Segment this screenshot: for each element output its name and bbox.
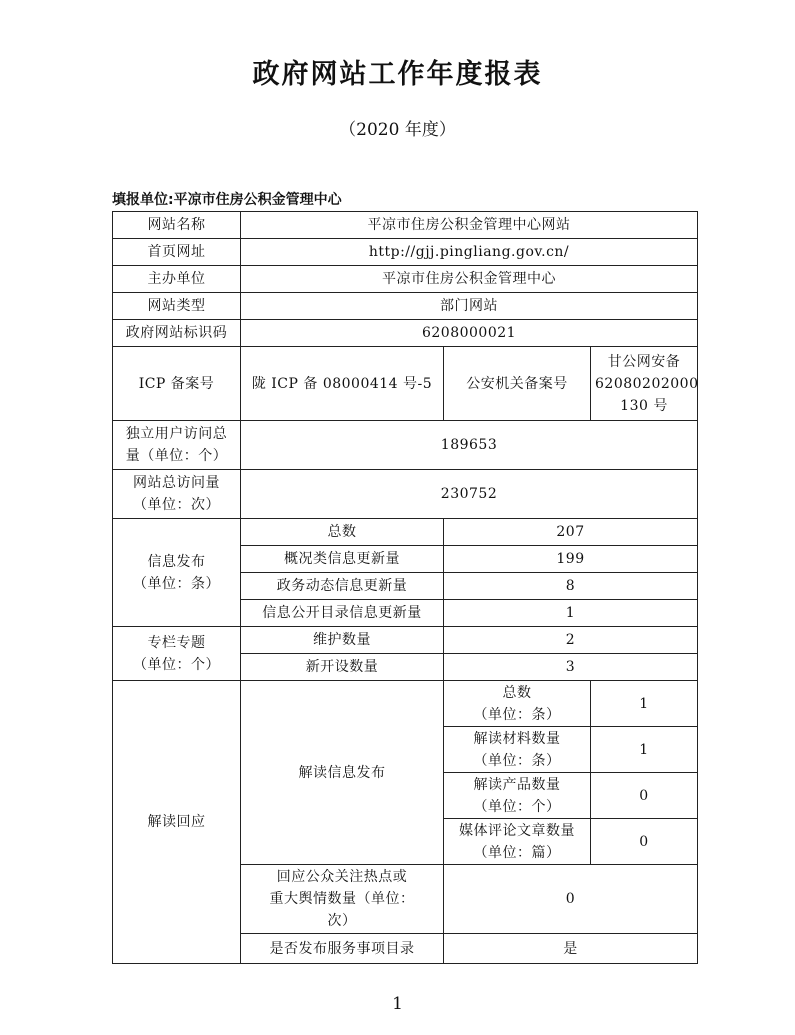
label-line: 网站总访问量 [133, 475, 220, 491]
interpretation-item-label [444, 773, 591, 819]
site-name-value: 平凉市住房公积金管理中心网站 [241, 212, 698, 239]
label-line: （单位：个） [133, 656, 220, 673]
police-record-value [591, 347, 698, 421]
label-line: （单位：条） [473, 752, 561, 769]
interpretation-item-label [444, 681, 591, 727]
column-topics-item-value: 2 [444, 627, 698, 654]
table-row [113, 519, 698, 546]
page-title: 政府网站工作年度报表 [252, 59, 543, 90]
label-line: （单位：篇） [473, 844, 561, 861]
column-topics-item-label: 新开设数量 [241, 654, 444, 681]
info-publish-item-value: 1 [444, 600, 698, 627]
label-line: （单位：条） [133, 575, 220, 592]
info-publish-item-label: 政务动态信息更新量 [241, 573, 444, 600]
interpretation-item-value: 1 [591, 681, 698, 727]
label-line: 次） [327, 913, 357, 929]
table-row [113, 320, 698, 347]
column-topics-item-value: 3 [444, 654, 698, 681]
label-line: 量（单位：个） [125, 448, 228, 464]
report-year: （2020 年度） [339, 120, 456, 140]
label-line: （单位：个） [473, 798, 561, 815]
police-record-line: 62080202000 [595, 375, 699, 392]
table-row [113, 212, 698, 239]
police-record-label: 公安机关备案号 [444, 347, 591, 421]
interpretation-publish-label: 解读信息发布 [241, 681, 444, 865]
label-line: 媒体评论文章数量 [459, 822, 575, 839]
info-publish-item-label: 概况类信息更新量 [241, 546, 444, 573]
info-publish-item-label: 信息公开目录信息更新量 [241, 600, 444, 627]
info-publish-item-value: 207 [444, 519, 698, 546]
table-row [113, 266, 698, 293]
table-row [113, 293, 698, 320]
site-type-label: 网站类型 [113, 293, 241, 320]
site-type-value: 部门网站 [241, 293, 698, 320]
label-line: 解读材料数量 [473, 730, 561, 747]
police-record-line: 130 号 [620, 397, 668, 414]
info-publish-item-value: 8 [444, 573, 698, 600]
service-catalog-value: 是 [444, 934, 698, 964]
interpretation-label: 解读回应 [113, 681, 241, 964]
home-url-label: 首页网址 [113, 239, 241, 266]
icp-label: ICP 备案号 [113, 347, 241, 421]
service-catalog-label: 是否发布服务事项目录 [241, 934, 444, 964]
unique-visitors-label [113, 421, 241, 470]
label-line: 解读产品数量 [473, 776, 561, 793]
unique-visitors-value: 189653 [241, 421, 698, 470]
interpretation-item-value: 0 [591, 819, 698, 865]
column-topics-item-label: 维护数量 [241, 627, 444, 654]
table-row [113, 681, 698, 727]
table-row [113, 470, 698, 519]
site-code-value: 6208000021 [241, 320, 698, 347]
label-line: 独立用户访问总 [125, 426, 228, 442]
site-name-label: 网站名称 [113, 212, 241, 239]
table-row [113, 421, 698, 470]
site-code-label: 政府网站标识码 [113, 320, 241, 347]
table-row [113, 239, 698, 266]
sponsor-value: 平凉市住房公积金管理中心 [241, 266, 698, 293]
page-number: 1 [392, 994, 403, 1014]
label-line: 专栏专题 [147, 634, 206, 651]
label-line: 重大舆情数量（单位： [269, 891, 415, 907]
label-line: 总数 [502, 684, 532, 701]
icp-value: 陇 ICP 备 08000414 号-5 [241, 347, 444, 421]
response-label [241, 865, 444, 934]
table-row [113, 347, 698, 421]
interpretation-item-label [444, 727, 591, 773]
label-line: （单位：次） [133, 497, 220, 513]
info-publish-label [113, 519, 241, 627]
interpretation-item-value: 0 [591, 773, 698, 819]
response-value: 0 [444, 865, 698, 934]
label-line: 回应公众关注热点或 [276, 869, 408, 885]
table-row [113, 627, 698, 654]
total-visits-label [113, 470, 241, 519]
home-url-value: http://gjj.pingliang.gov.cn/ [241, 239, 698, 266]
label-line: （单位：条） [473, 706, 561, 723]
info-publish-item-value: 199 [444, 546, 698, 573]
interpretation-item-label [444, 819, 591, 865]
interpretation-item-value: 1 [591, 727, 698, 773]
report-table [112, 211, 698, 964]
sponsor-label: 主办单位 [113, 266, 241, 293]
reporting-unit: 填报单位:平凉市住房公积金管理中心 [112, 192, 342, 208]
total-visits-value: 230752 [241, 470, 698, 519]
police-record-line: 甘公网安备 [607, 353, 681, 370]
label-line: 信息发布 [147, 553, 206, 570]
column-topics-label [113, 627, 241, 681]
info-publish-item-label: 总数 [241, 519, 444, 546]
